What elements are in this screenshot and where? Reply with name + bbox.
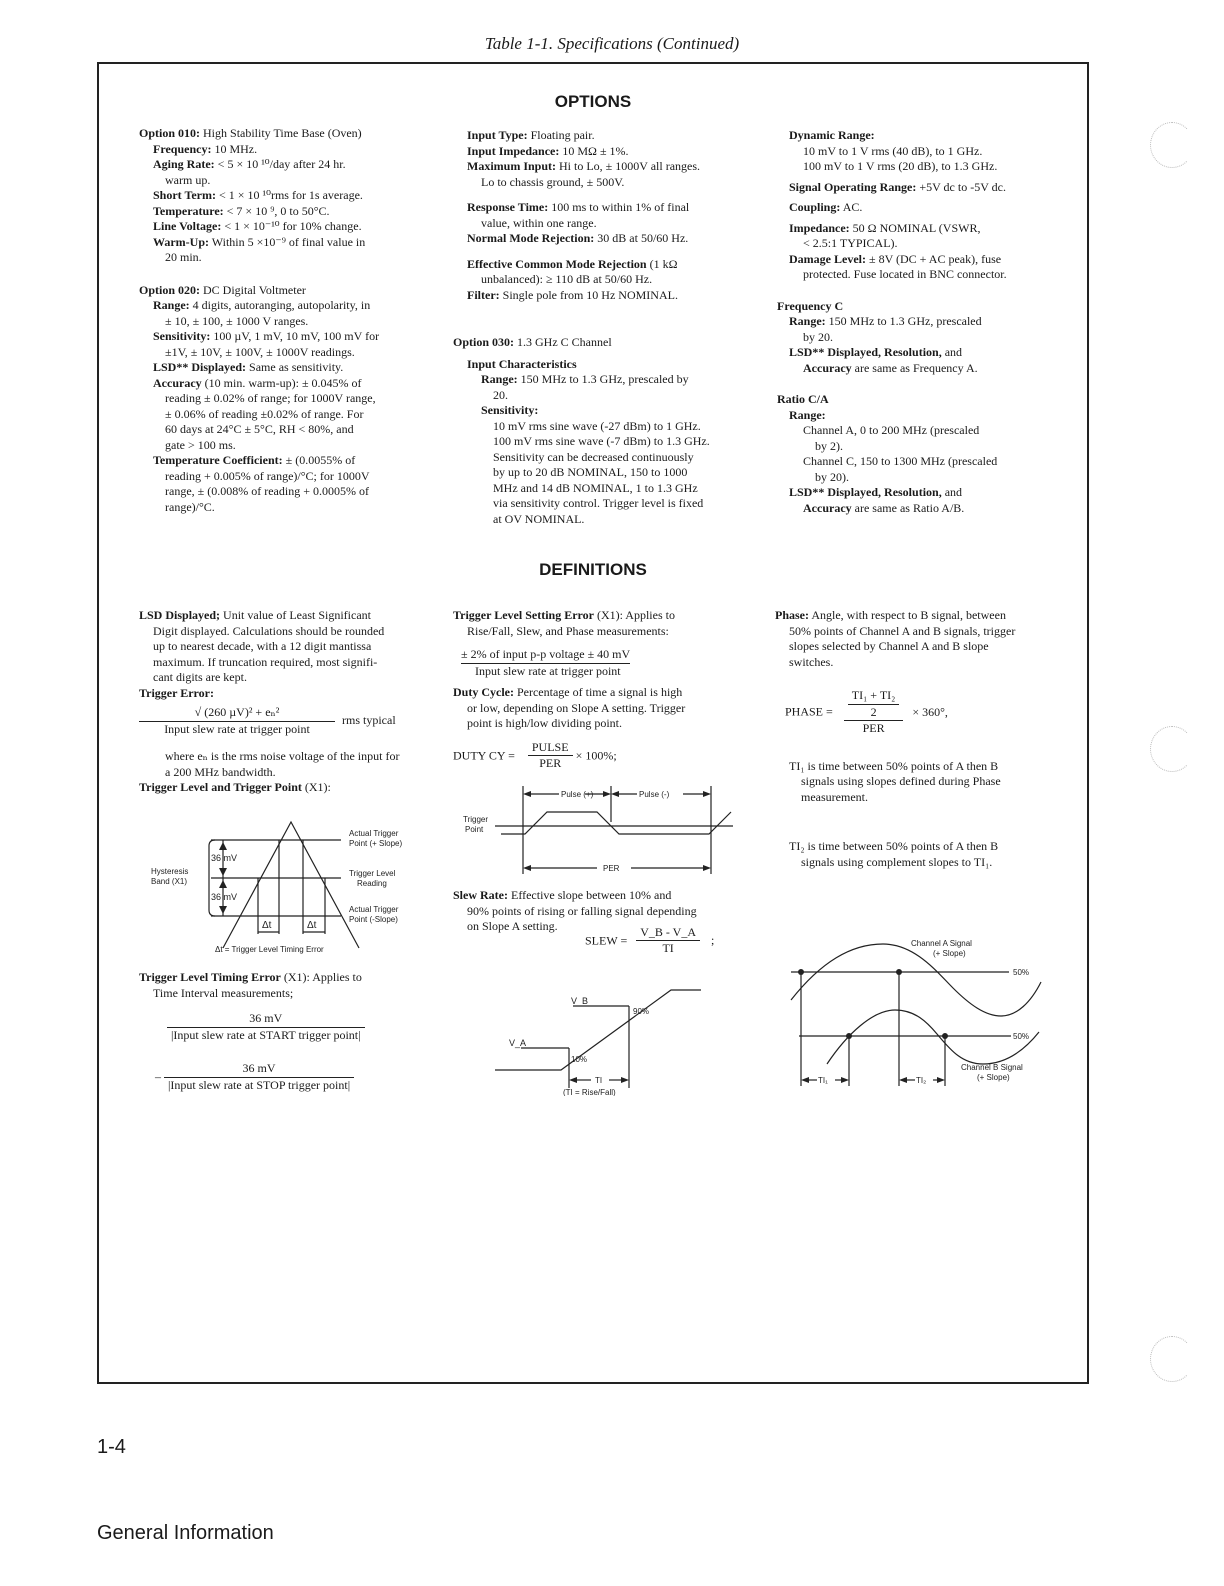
phase-value: Angle, with respect to B signal, between [811,608,1006,622]
ecmr-label: Effective Common Mode Rejection [467,256,647,271]
nmr-label: Normal Mode Rejection: [467,231,595,245]
where-l2: a 200 MHz bandwidth. [165,764,276,779]
binder-hole-bottom [1150,1336,1194,1382]
c-sens-label: Sensitivity: [481,403,539,417]
hysteresis-1: Hysteresis [151,867,189,876]
te-den: Input slew rate at trigger point [164,721,310,736]
tltp-suffix: (X1): [304,780,331,794]
c-sens-l2: 100 mV rms sine wave (-7 dBm) to 1.3 GHz. [493,434,710,448]
ti1-l2: signals using slopes defined during Phase [801,774,1001,788]
dc-num: PULSE [528,740,573,757]
c-sens-l3: Sensitivity can be decreased continuously [493,449,694,464]
p10-label: 10% [571,1055,588,1064]
opt010-warm-label: Warm-Up: [153,234,209,249]
opt020-acc-l5: gate > 100 ms. [165,437,236,452]
hysteresis-diagram [145,816,425,959]
max-in-cont: Lo to chassis ground, ± 500V. [481,174,625,189]
sor-value: +5V dc to -5V dc. [919,179,1006,194]
minus-sign: – [155,1069,161,1084]
lsd-def-l4: maximum. If truncation required, most signifi- [153,654,378,669]
options-column-3 [777,128,1079,516]
opt030-value: 1.3 GHz C Channel [517,335,612,349]
opt020-tc-value: ± (0.0055% of [285,453,356,467]
dt-caption: Δt = Trigger Level Timing Error [215,945,324,954]
definitions-column-3 [775,608,1075,870]
definitions-heading: DEFINITIONS [539,560,647,579]
imp-cont: < 2.5:1 TYPICAL). [803,236,898,250]
c-sens-l6: via sensitivity control. Trigger level is fixed [493,496,704,510]
fc-acc-value: are same as Frequency A. [854,360,978,375]
opt010-title-value: High Stability Time Base (Oven) [203,126,362,140]
dt-right: Δt [307,920,317,931]
tltp-label: Trigger Level and Trigger Point [139,780,302,794]
binder-hole-middle [1150,726,1194,772]
slew-waveform [495,990,701,1070]
spec-table-frame [97,62,1089,1384]
ratio-acc-label: Accuracy [803,500,852,515]
channel-a-sine [791,944,1041,1016]
dmg-cont: protected. Fuse located in BNC connector. [803,267,1007,281]
filter-value: Single pole from 10 Hz NOMINAL. [502,287,678,302]
where-l1: where eₙ is the rms noise voltage of the input for [165,749,400,763]
dmg-value: ± 8V (DC + AC peak), fuse [868,251,1002,266]
page-number: 1-4 [97,1436,126,1458]
f1-num: 36 mV [167,1011,365,1028]
options-column-2 [453,128,767,527]
opt020-tc-l2: reading + 0.005% of range)/°C; for 1000V [165,468,370,483]
opt020-sens-label: Sensitivity: [153,329,211,343]
dc-l2: or low, depending on Slope A setting. Trigger [467,700,686,715]
opt010-line-label: Line Voltage: [153,219,222,233]
timing-error-block [139,970,439,1093]
phase-l4: switches. [789,654,834,669]
coup-value: AC. [842,200,863,214]
triangle-waveform [223,822,359,948]
options-column-1 [139,126,439,515]
dmg-label: Damage Level: [789,251,866,266]
opt020-tc-l3: range, ± (0.008% of reading + 0.0005% of [165,484,369,498]
dyn-label: Dynamic Range: [789,128,875,142]
opt020-tc-l4: range)/°C. [165,499,215,514]
per-label: PER [603,864,620,873]
lsd-def-label: LSD Displayed; [139,608,221,622]
channel-b-sine [827,1010,1039,1064]
dc-label: Duty Cycle: [453,685,514,699]
phase-l2: 50% points of Channel A and B signals, trigger [789,623,1016,638]
tlse-label: Trigger Level Setting Error [453,608,594,622]
opt020-tc-label: Temperature Coefficient: [153,453,283,467]
tlse-num: ± 2% of input p-p voltage ± 40 mV [461,647,630,664]
f1-den: |Input slew rate at START trigger point| [171,1027,361,1042]
opt010-aging-cont: warm up. [165,172,211,187]
cha-label-2: (+ Slope) [933,949,966,958]
p90-label: 90% [633,1007,650,1016]
dc-value: Percentage of time a signal is high [516,685,683,699]
chb-label-2: (+ Slope) [977,1073,1010,1082]
pulse-pos-label: Pulse (+) [561,790,594,799]
chb-label-1: Channel B Signal [961,1063,1023,1072]
opt020-sens-cont: ±1V, ± 10V, ± 100V, ± 1000V readings. [165,344,355,359]
opt010-title: Option 010: [139,126,201,140]
dc-den: PER [539,756,562,770]
opt010-temp-label: Temperature: [153,203,224,218]
ph-left: PHASE = [785,704,833,719]
imp-label: Impedance: [789,220,850,235]
slew-left: SLEW = [585,932,628,947]
ti1-l1: TI₁ is time between 50% points of A then B [789,758,999,773]
trigger-error-label: Trigger Error: [139,685,214,700]
resp-cont: value, within one range. [481,215,597,230]
c-sens-l5: MHz and 14 dB NOMINAL, 1 to 1.3 GHz [493,480,698,495]
slew-diagram [491,984,711,1101]
opt020-acc-l4: 60 days at 24°C ± 5°C, RH < 80%, and [165,422,354,436]
actual-trigger-neg-2: Point (-Slope) [349,915,398,924]
ti1-l3: measurement. [801,789,868,804]
ti-label: TI [595,1076,603,1085]
fc-lsd-label: LSD** Displayed, Resolution, [789,345,942,359]
fc-acc-label: Accuracy [803,360,852,375]
hysteresis-2: Band (X1) [151,877,188,886]
trigger-error-formula [139,705,439,737]
dt-left: Δt [262,920,272,931]
sr-l3: on Slope A setting. [467,919,558,933]
opt010-warm-value: Within 5 ×10⁻⁹ of final value in [211,234,366,249]
c-sens-l1: 10 mV rms sine wave (-27 dBm) to 1 GHz. [493,418,701,433]
options-heading: OPTIONS [554,92,632,111]
ratio-lsd-label: LSD** Displayed, Resolution, [789,485,942,499]
opt010-aging-value: < 5 × 10 ¹⁰/day after 24 hr. [217,157,346,171]
ratio-l2: by 2). [815,438,843,453]
ratio-label: Ratio C/A [777,392,829,406]
opt020-range-cont: ± 10, ± 100, ± 1000 V ranges. [165,313,309,328]
fc-range-label: Range: [789,314,826,328]
input-imp-value: 10 MΩ ± 1%. [562,143,629,158]
slew-right: ; [711,932,715,947]
c-range-value: 150 MHz to 1.3 GHz, prescaled by [520,372,689,386]
ph-num2: 2 [870,704,877,719]
ph-den: PER [862,721,885,735]
te-suffix: rms typical [342,712,396,727]
c-sens-l4: by up to 20 dB NOMINAL, 150 to 1000 [493,465,688,479]
vb-label: V_B [571,996,589,1006]
resp-label: Response Time: [467,200,549,214]
binder-hole-top [1150,122,1194,168]
dc-l3: point is high/low dividing point. [467,716,623,730]
opt010-line-value: < 1 × 10⁻¹⁰ for 10% change. [224,219,362,233]
opt020-acc-l3: ± 0.06% of reading ±0.02% of range. For [165,406,364,421]
actual-trigger-neg-1: Actual Trigger [349,905,399,914]
nmr-value: 30 dB at 50/60 Hz. [597,231,689,245]
input-imp-label: Input Impedance: [467,143,560,158]
opt010-freq-label: Frequency: [153,141,212,156]
lsd-def-l3: up to nearest decade, with a 12 digit mantissa [153,639,372,653]
lsd-def-l1: Unit value of Least Significant [223,608,371,622]
mv-top: 36 mV [211,853,238,863]
phase-l3: slopes selected by Channel A and B slope [789,639,989,653]
opt020-title-value: DC Digital Voltmeter [203,282,306,297]
phase-label: Phase: [775,608,809,622]
opt020-acc-l2: reading ± 0.02% of range; for 1000V range, [165,391,376,405]
dyn-l2: 100 mV to 1 V rms (20 dB), to 1.3 GHz. [803,159,998,173]
sr-l2: 90% points of rising or falling signal depending [467,903,697,918]
cha-label-1: Channel A Signal [911,939,972,948]
lsd-def-l5: cant digits are kept. [153,670,247,684]
ratio-l4: by 20). [815,469,849,484]
opt020-sens-value: 100 µV, 1 mV, 10 mV, 100 mV for [213,329,380,343]
tlte-cont: Time Interval measurements; [153,985,294,1000]
input-type-value: Floating pair. [530,128,595,142]
slew-rate-block [453,888,753,957]
dyn-l1: 10 mV to 1 V rms (40 dB), to 1 GHz. [803,143,983,158]
dc-eq-left: DUTY CY = [453,747,515,762]
footer-section-title: General Information [97,1522,274,1544]
opt010-warm-cont: 20 min. [165,250,202,264]
pulse-neg-label: Pulse (-) [639,790,670,799]
ph-right: × 360°, [912,704,948,719]
duty-cycle-diagram [461,782,741,887]
ti1-label: TI₁ [818,1076,828,1085]
f2-den: |Input slew rate at STOP trigger point| [168,1077,351,1092]
coup-label: Coupling: [789,200,841,214]
opt010-freq-value: 10 MHz. [214,141,258,156]
ecmr-cont: unbalanced): ≥ 110 dB at 50/60 Hz. [481,272,653,286]
phase-diagram [787,936,1057,1101]
dc-eq-right: × 100%; [575,747,617,762]
tlse-den: Input slew rate at trigger point [475,663,621,678]
mv-bot: 36 mV [211,892,238,902]
c-range-label: Range: [481,372,518,386]
ti2-label: TI₂ [916,1076,927,1085]
opt010-short-label: Short Term: [153,188,216,202]
opt020-range-label: Range: [153,298,190,312]
ratio-l3: Channel C, 150 to 1300 MHz (prescaled [803,454,998,468]
opt020-lsd-value: Same as sensitivity. [249,360,344,374]
te-num: √ (260 µV)² + eₙ² [139,705,335,722]
sor-label: Signal Operating Range: [789,179,917,194]
pulse-waveform [501,812,731,834]
opt020-range-value: 4 digits, autoranging, autopolarity, in [192,298,371,312]
va-label: V_A [509,1038,527,1048]
opt020-title: Option 020: [139,282,201,297]
trigger-level-1: Trigger Level [349,869,396,878]
sr-label: Slew Rate: [453,888,508,902]
opt010-temp-value: < 7 × 10 ⁹, 0 to 50°C. [226,203,330,218]
actual-trigger-pos-1: Actual Trigger [349,829,399,838]
c-sens-l7: at OV NOMINAL. [493,511,585,526]
fc-range-cont: by 20. [803,329,833,344]
p50b-label: 50% [1013,1032,1030,1041]
freqc-label: Frequency C [777,298,844,313]
fc-lsd-and: and [944,345,963,359]
c-range-cont: 20. [493,387,508,402]
opt010-aging-label: Aging Rate: [153,157,215,171]
max-in-value: Hi to Lo, ± 1000V all ranges. [559,159,701,173]
opt020-lsd-label: LSD** Displayed: [153,360,247,374]
input-type-label: Input Type: [467,128,528,142]
p50a-label: 50% [1013,968,1030,977]
fc-range-value: 150 MHz to 1.3 GHz, prescaled [828,314,982,328]
definitions-column-2 [453,608,753,772]
opt030-label: Option 030: [453,335,515,349]
f2-num: 36 mV [164,1061,354,1078]
tlse-cont: Rise/Fall, Slew, and Phase measurements: [467,623,669,638]
phase-formula [775,688,1075,737]
actual-trigger-pos-2: Point (+ Slope) [349,839,403,848]
ratio-range-label: Range: [789,407,826,422]
trigger-label-2: Point [465,825,484,834]
tlte-value: (X1): Applies to [283,970,362,984]
ti2-l2: signals using complement slopes to TI₁. [801,854,993,869]
ph-num1: TI₁ + TI₂ [848,688,900,705]
trigger-label-1: Trigger [463,815,489,824]
ti2-l1: TI₂ is time between 50% points of A then B [789,839,999,853]
ecmr-value: (1 kΩ [649,256,678,271]
sr-value: Effective slope between 10% and [510,888,672,902]
slew-den: TI [662,941,674,955]
trigger-level-2: Reading [357,879,387,888]
ti-caption: (TI = Rise/Fall) [563,1088,616,1096]
table-title: Table 1-1. Specifications (Continued) [484,34,740,53]
ratio-lsd-and: and [944,485,963,499]
ratio-acc-value: are same as Ratio A/B. [854,500,965,515]
slew-num: V_B - V_A [636,925,700,942]
resp-value: 100 ms to within 1% of final [551,200,690,214]
imp-value: 50 Ω NOMINAL (VSWR, [852,220,981,235]
ratio-l1: Channel A, 0 to 200 MHz (prescaled [803,423,980,437]
opt010-short-value: < 1 × 10 ¹⁰rms for 1s average. [219,188,363,202]
definitions-column-1 [139,608,439,796]
max-in-label: Maximum Input: [467,159,557,173]
opt020-acc-value: (10 min. warm-up): ± 0.045% of [204,375,362,390]
input-char-label: Input Characteristics [467,356,577,371]
opt020-acc-label: Accuracy [153,375,202,390]
filter-label: Filter: [467,287,500,302]
tlte-label: Trigger Level Timing Error [139,970,281,984]
lsd-def-l2: Digit displayed. Calculations should be rounded [153,623,385,638]
tlse-value: (X1): Applies to [596,608,675,622]
